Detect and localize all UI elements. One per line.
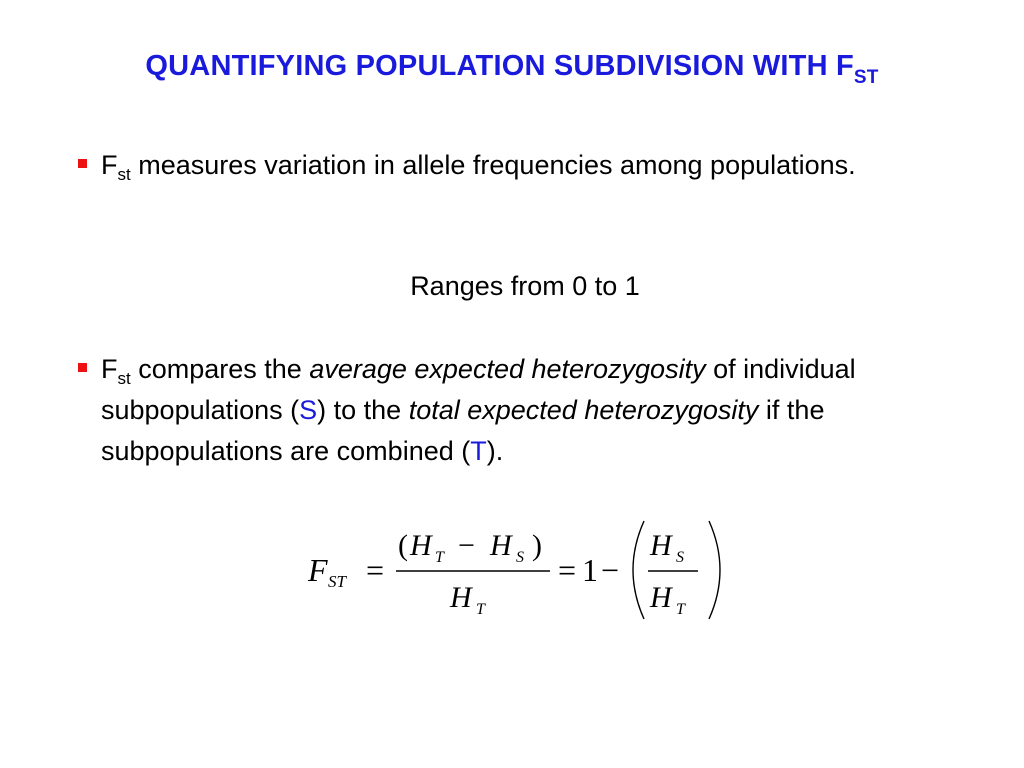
eq-frac2-den-sub: T xyxy=(676,601,685,618)
title-subscript: ST xyxy=(853,67,879,88)
avg-expected-heterozygosity: average expected heterozygosity xyxy=(309,354,706,384)
square-bullet-icon xyxy=(78,363,87,372)
fst-subscript: st xyxy=(117,369,131,388)
eq-minus-2: − xyxy=(601,552,620,588)
eq-num-close-paren: ) xyxy=(532,529,542,562)
big-right-paren xyxy=(709,521,720,619)
eq-equals-1: = xyxy=(366,552,385,588)
t-label: T xyxy=(470,436,487,466)
eq-frac2-num: H xyxy=(650,529,672,562)
fst-symbol: F xyxy=(101,150,118,180)
eq-num-hs: H xyxy=(490,529,512,562)
bullet-2-part3: ) to the xyxy=(317,395,409,425)
eq-lhs-symbol: F xyxy=(308,552,328,588)
bullet-2-part2: of individual subpopulations ( xyxy=(101,354,856,425)
bullet-1-body: measures variation in allele frequencies among populations. xyxy=(130,150,856,180)
bullet-2-part1: compares the xyxy=(130,354,310,384)
eq-frac2-den: H xyxy=(650,581,672,614)
eq-num-ht-sub: T xyxy=(435,549,444,566)
eq-num-ht: H xyxy=(410,529,432,562)
eq-num-minus: − xyxy=(458,529,475,562)
bullet-2-part4: if the subpopulations are combined ( xyxy=(101,395,825,466)
eq-num-open-paren: ( xyxy=(398,529,408,562)
fst-symbol: F xyxy=(101,354,118,384)
title-main: QUANTIFYING POPULATION SUBDIVISION WITH F xyxy=(145,50,854,82)
eq-one: 1 xyxy=(582,552,598,588)
s-label: S xyxy=(299,395,318,425)
eq-num-hs-sub: S xyxy=(516,549,524,566)
eq-den-h: H xyxy=(450,581,472,614)
eq-den-h-sub: T xyxy=(476,601,485,618)
bullet-1-text xyxy=(101,145,938,186)
bullet-item-2 xyxy=(78,349,938,472)
square-bullet-icon xyxy=(78,159,87,168)
slide-title xyxy=(0,50,1024,88)
fst-equation-svg xyxy=(300,515,740,625)
big-left-paren xyxy=(633,521,644,619)
total-expected-heterozygosity: total expected heterozygosity xyxy=(408,395,759,425)
bullet-2-part5: ). xyxy=(486,436,504,466)
bullet-2-text xyxy=(101,349,938,472)
fst-equation xyxy=(300,515,740,625)
fst-subscript: st xyxy=(117,165,131,184)
bullet-item-1 xyxy=(78,145,938,186)
eq-frac2-num-sub: S xyxy=(676,549,684,566)
eq-equals-2: = xyxy=(558,552,577,588)
eq-lhs-sub: ST xyxy=(328,572,346,591)
range-note: Ranges from 0 to 1 xyxy=(410,271,640,301)
